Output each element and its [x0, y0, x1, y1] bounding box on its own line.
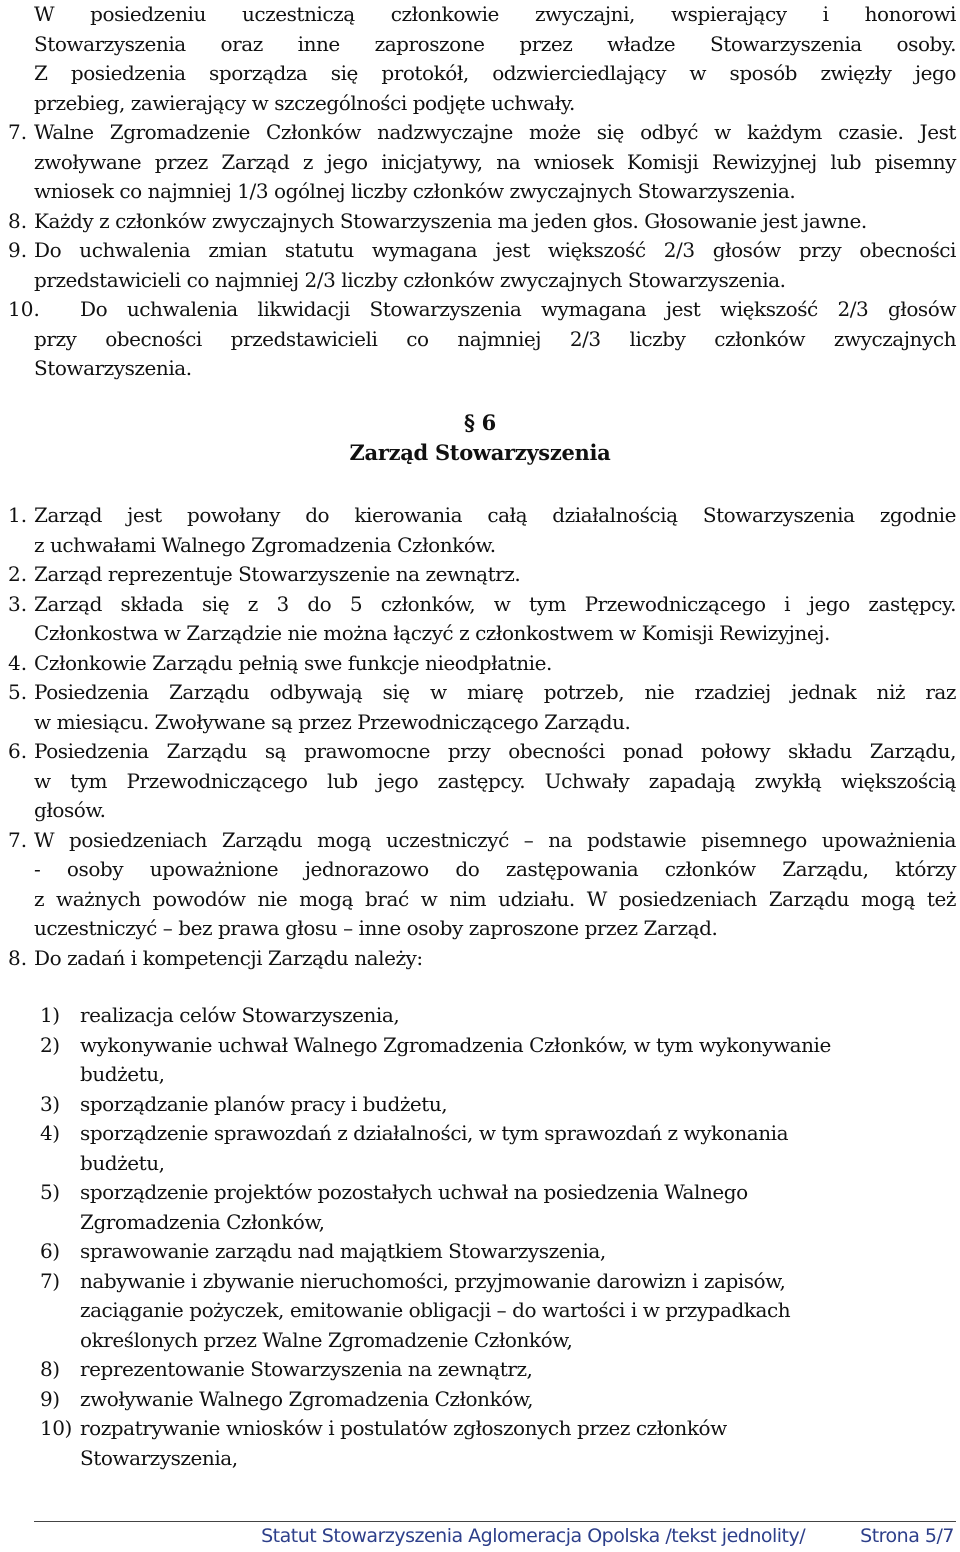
duty-number: 4) [40, 1121, 60, 1145]
duty-line: sporządzenie projektów pozostałych uchwał na posiedzenia Walnego [80, 1180, 748, 1204]
item-number: 8. [8, 208, 28, 233]
duty-line: rozpatrywanie wniosków i postulatów zgłoszonych przez członków [80, 1416, 727, 1440]
item-number: 1. [8, 503, 28, 527]
item-line: wniosek co najmniej 1/3 ogólnej liczby członków zwyczajnych Stowarzyszenia. [34, 179, 796, 203]
item-line: Zarząd składa się z 3 do 5 członków, w tym Przewodniczącego i jego zastępcy. [34, 591, 956, 616]
item-line: Członkowie Zarządu pełnią swe funkcje nieodpłatnie. [34, 650, 552, 675]
item-number: 7. [8, 827, 28, 852]
item-line: Posiedzenia Zarządu są prawomocne przy obecności ponad połowy składu Zarządu, [34, 739, 956, 763]
item-line: Do uchwalenia zmian statutu wymagana jest większość 2/3 głosów przy obecności [34, 238, 956, 262]
duty-number: 2) [40, 1032, 60, 1057]
item-line: Zarząd reprezentuje Stowarzyszenie na zewnątrz. [34, 562, 521, 586]
item-number: 6. [8, 739, 28, 763]
item-line: z ważnych powodów nie mogą brać w nim udziału. W posiedzeniach Zarządu mogą też [34, 886, 956, 911]
duty-line: sporządzenie sprawozdań z działalności, w tym sprawozdań z wykonania [80, 1121, 789, 1145]
section-title: Zarząd Stowarzyszenia [349, 440, 611, 465]
item-number: 9. [8, 238, 28, 262]
duty-line: budżetu, [80, 1150, 165, 1175]
duty-line: Zgromadzenia Członków, [80, 1209, 325, 1234]
item-line: Zarząd jest powołany do kierowania całą działalnością Stowarzyszenia zgodnie [34, 503, 956, 527]
paragraph-attendance [34, 0, 956, 118]
item-line: głosów. [34, 798, 106, 822]
item-number: 4. [8, 650, 28, 675]
paragraph-line: Stowarzyszenia oraz inne zaproszone przez władze Stowarzyszenia osoby. [34, 31, 956, 56]
item-number: 2. [8, 562, 28, 586]
duty-line: określonych przez Walne Zgromadzenie Członków, [80, 1327, 573, 1352]
item-number: 7. [8, 120, 28, 144]
item-number: 8. [8, 945, 28, 970]
item-line: Posiedzenia Zarządu odbywają się w miarę potrzeb, nie rzadziej jednak niż raz [34, 680, 956, 704]
duty-number: 5) [40, 1180, 60, 1204]
duty-number: 7) [40, 1268, 60, 1293]
item-line: z uchwałami Walnego Zgromadzenia Członków. [34, 532, 496, 557]
footer-divider [34, 1521, 956, 1522]
duty-line: sporządzanie planów pracy i budżetu, [80, 1091, 448, 1116]
footer-page-number: Strona 5/7 [860, 1525, 954, 1547]
paragraph-line: Z posiedzenia sporządza się protokół, odzwierciedlający w sposób zwięzły jego [34, 61, 956, 85]
item-line: zwoływane przez Zarząd z jego inicjatywy, na wniosek Komisji Rewizyjnej lub pisemny [34, 149, 956, 174]
item-number: 3. [8, 591, 28, 616]
duty-number: 6) [40, 1239, 60, 1263]
duty-line: sprawowanie zarządu nad majątkiem Stowarzyszenia, [80, 1239, 606, 1263]
duty-line: wykonywanie uchwał Walnego Zgromadzenia Członków, w tym wykonywanie [80, 1032, 831, 1057]
item-line: Każdy z członków zwyczajnych Stowarzyszenia ma jeden głos. Głosowanie jest jawne. [34, 208, 867, 233]
item-line: Do uchwalenia likwidacji Stowarzyszenia wymagana jest większość 2/3 głosów [80, 297, 956, 321]
duty-line: budżetu, [80, 1062, 165, 1086]
item-line: Do zadań i kompetencji Zarządu należy: [34, 945, 423, 970]
footer-document-title: Statut Stowarzyszenia Aglomeracja Opolska /tekst jednolity/ [261, 1525, 806, 1547]
item-line: Stowarzyszenia. [34, 356, 192, 380]
section-number: § 6 [463, 410, 496, 435]
duty-line: Stowarzyszenia, [80, 1445, 238, 1470]
item-line: przedstawicieli co najmniej 2/3 liczby członków zwyczajnych Stowarzyszenia. [34, 267, 786, 292]
item-line: Członkostwa w Zarządzie nie można łączyć z członkostwem w Komisji Rewizyjnej. [34, 621, 830, 645]
paragraph-line: W posiedzeniu uczestniczą członkowie zwyczajni, wspierający i honorowi [34, 2, 956, 26]
duty-number: 3) [40, 1091, 60, 1116]
duty-line: reprezentowanie Stowarzyszenia na zewnątrz, [80, 1357, 533, 1381]
item-line: Walne Zgromadzenie Członków nadzwyczajne może się odbyć w każdym czasie. Jest [34, 120, 956, 144]
duty-number: 1) [40, 1003, 60, 1027]
duty-number: 10) [40, 1416, 72, 1440]
duty-line: nabywanie i zbywanie nieruchomości, przyjmowanie darowizn i zapisów, [80, 1268, 786, 1293]
item-number: 10. [8, 297, 40, 321]
duty-line: zwoływanie Walnego Zgromadzenia Członków, [80, 1386, 534, 1411]
item-line: uczestniczyć – bez prawa głosu – inne osoby zaproszone przez Zarząd. [34, 916, 718, 940]
item-line: W posiedzeniach Zarządu mogą uczestniczyć – na podstawie pisemnego upoważnienia [34, 827, 956, 852]
duty-line: zaciąganie pożyczek, emitowanie obligacji – do wartości i w przypadkach [80, 1298, 791, 1322]
item-line: - osoby upoważnione jednorazowo do zastępowania członków Zarządu, którzy [34, 857, 956, 881]
duty-number: 9) [40, 1386, 60, 1411]
duty-line: realizacja celów Stowarzyszenia, [80, 1003, 400, 1027]
duty-number: 8) [40, 1357, 60, 1381]
item-line: przy obecności przedstawicieli co najmniej 2/3 liczby członków zwyczajnych [34, 326, 956, 351]
paragraph-line: przebieg, zawierający w szczególności podjęte uchwały. [34, 90, 575, 115]
item-line: w miesiącu. Zwoływane są przez Przewodniczącego Zarządu. [34, 709, 631, 734]
item-line: w tym Przewodniczącego lub jego zastępcy. Uchwały zapadają zwykłą większością [34, 768, 956, 793]
page-footer [261, 1525, 954, 1547]
item-number: 5. [8, 680, 28, 704]
